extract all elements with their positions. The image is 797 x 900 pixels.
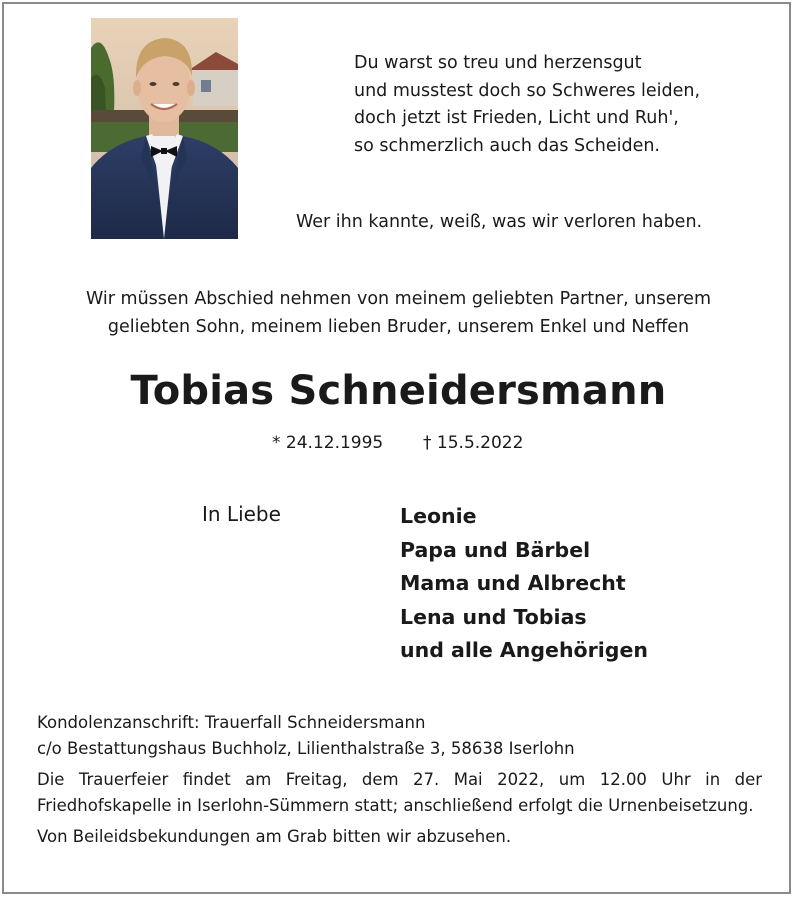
funeral-home-address: c/o Bestattungshaus Buchholz, Lilienthalstraße 3, 58638 Iserlohn <box>37 739 575 758</box>
deceased-name: Tobias Schneidersmann <box>130 368 667 414</box>
intro-line: Wir müssen Abschied nehmen von meinem geliebten Partner, unserem <box>86 289 711 309</box>
mourner-item: Mama und Albrecht <box>400 571 626 595</box>
ceremony-info: Die Trauerfeier findet am Freitag, dem 27. Mai 2022, um 12.00 Uhr in der Friedhofskapelle in Iserlohn-Sümmern statt; anschließend erfolgt die Urnenbeisetzung. <box>37 770 762 815</box>
signoff-text: In Liebe <box>202 502 281 526</box>
condolence-address: Kondolenzanschrift: Trauerfall Schneidersmann <box>37 713 426 732</box>
mourners-list <box>400 500 648 668</box>
birth-date: * 24.12.1995 <box>272 433 384 453</box>
intro-line: geliebten Sohn, meinem lieben Bruder, unserem Enkel und Neffen <box>107 317 690 337</box>
poem-verse <box>354 50 774 160</box>
condolence-note: Von Beileidsbekundungen am Grab bitten wir abzusehen. <box>37 827 512 846</box>
farewell-intro <box>0 285 797 341</box>
poem-line: Du warst so treu und herzensgut <box>354 53 642 73</box>
mourner-item: Leonie <box>400 504 477 528</box>
memorial-quote: Wer ihn kannte, weiß, was wir verloren haben. <box>296 212 703 232</box>
poem-line: und musstest doch so Schweres leiden, <box>354 80 701 101</box>
poem-line: so schmerzlich auch das Scheiden. <box>354 135 660 156</box>
portrait-photo <box>91 18 238 239</box>
poem-line: doch jetzt ist Frieden, Licht und Ruh', <box>354 108 679 128</box>
notice-footer <box>37 710 762 850</box>
mourner-item: Papa und Bärbel <box>400 537 591 562</box>
death-date: † 15.5.2022 <box>423 433 524 453</box>
mourner-item: Lena und Tobias <box>400 604 587 629</box>
mourner-item: und alle Angehörigen <box>400 638 648 662</box>
